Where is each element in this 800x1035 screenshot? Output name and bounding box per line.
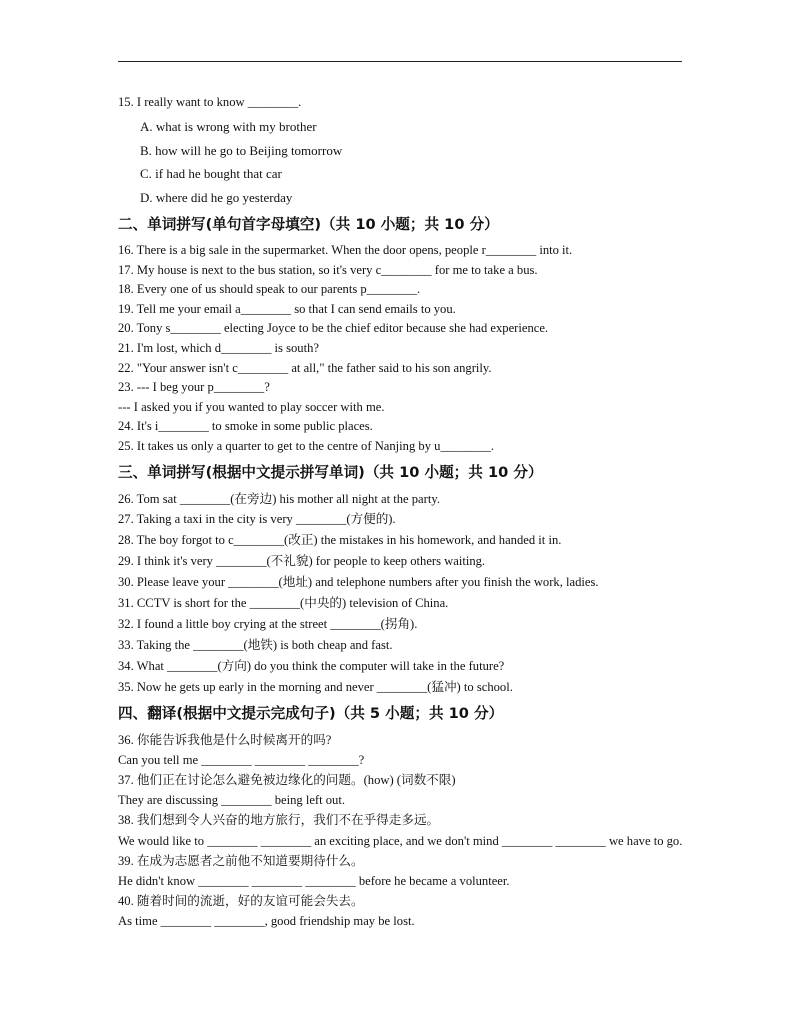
question-20: 20. Tony s________ electing Joyce to be the chief editor because she had experience. xyxy=(118,321,549,336)
question-38-answer: We would like to ________ ________ an exciting place, and we don't mind ________ ________ we have to go. xyxy=(118,833,683,848)
question-36-answer: Can you tell me ________ ________ ________? xyxy=(118,752,365,767)
question-24: 24. It's i________ to smoke in some public places. xyxy=(118,419,373,434)
worksheet-content xyxy=(118,92,688,932)
question-33: 33. Taking the ________(地铁) is both cheap and fast. xyxy=(118,637,393,652)
question-18: 18. Every one of us should speak to our parents p________. xyxy=(118,282,421,297)
question-39-answer: He didn't know ________ ________ ________ before he became a volunteer. xyxy=(118,874,510,889)
question-36-prompt: 36. 你能告诉我他是什么时候离开的吗? xyxy=(118,732,332,747)
question-38-prompt: 38. 我们想到令人兴奋的地方旅行，我们不在乎得走多远。 xyxy=(118,813,440,828)
option-a: A. what is wrong with my brother xyxy=(140,119,317,134)
question-40-prompt: 40. 随着时间的流逝，好的友谊可能会失去。 xyxy=(118,894,364,909)
question-32: 32. I found a little boy crying at the street ________(拐角). xyxy=(118,616,418,631)
question-34: 34. What ________(方向) do you think the computer will take in the future? xyxy=(118,658,505,673)
section-3-list xyxy=(118,489,688,698)
question-21: 21. I'm lost, which d________ is south? xyxy=(118,340,319,355)
question-17: 17. My house is next to the bus station, so it's very c________ for me to take a bus. xyxy=(118,262,538,277)
question-35: 35. Now he gets up early in the morning and never ________(猛冲) to school. xyxy=(118,679,513,694)
section-2-list xyxy=(118,241,688,457)
option-b: B. how will he go to Beijing tomorrow xyxy=(140,142,343,158)
question-26: 26. Tom sat ________(在旁边) his mother all night at the party. xyxy=(118,491,440,506)
question-15: 15. I really want to know ________. xyxy=(118,95,302,109)
section-heading-4: 四、翻译(根据中文提示完成句子)（共 5 小题；共 10 分） xyxy=(118,704,504,722)
question-39-prompt: 39. 在成为志愿者之前他不知道要期待什么。 xyxy=(118,853,364,868)
question-23: 23. --- I beg your p________? xyxy=(118,380,270,395)
section-heading-2: 二、单词拼写(单句首字母填空)（共 10 小题；共 10 分） xyxy=(118,216,499,233)
question-37-prompt: 37. 他们正在讨论怎么避免被边缘化的问题。(how) (词数不限) xyxy=(118,773,456,787)
question-25: 25. It takes us only a quarter to get to the centre of Nanjing by u________. xyxy=(118,438,494,453)
option-c: C. if had he bought that car xyxy=(140,166,282,181)
question-19: 19. Tell me your email a________ so that I can send emails to you. xyxy=(118,301,456,316)
section-4-list xyxy=(118,730,688,932)
question-37-answer: They are discussing ________ being left out. xyxy=(118,793,345,808)
section-heading-3: 三、单词拼写(根据中文提示拼写单词)（共 10 小题；共 10 分） xyxy=(118,463,543,481)
question-40-answer: As time ________ ________, good friendship may be lost. xyxy=(118,914,415,929)
question-23-reply: --- I asked you if you wanted to play soccer with me. xyxy=(118,399,385,414)
question-30: 30. Please leave your ________(地址) and telephone numbers after you finish the work, ladies. xyxy=(118,575,599,590)
option-d: D. where did he go yesterday xyxy=(140,189,293,205)
question-31: 31. CCTV is short for the ________(中央的) television of China. xyxy=(118,596,449,611)
header-rule xyxy=(118,61,682,62)
question-28: 28. The boy forgot to c________(改正) the mistakes in his homework, and handed it in. xyxy=(118,533,562,548)
question-29: 29. I think it's very ________(不礼貌) for people to keep others waiting. xyxy=(118,554,486,569)
question-27: 27. Taking a taxi in the city is very ________(方便的). xyxy=(118,512,396,527)
question-22: 22. "Your answer isn't c________ at all," the father said to his son angrily. xyxy=(118,360,492,375)
question-16: 16. There is a big sale in the supermarket. When the door opens, people r________ into it. xyxy=(118,243,573,257)
